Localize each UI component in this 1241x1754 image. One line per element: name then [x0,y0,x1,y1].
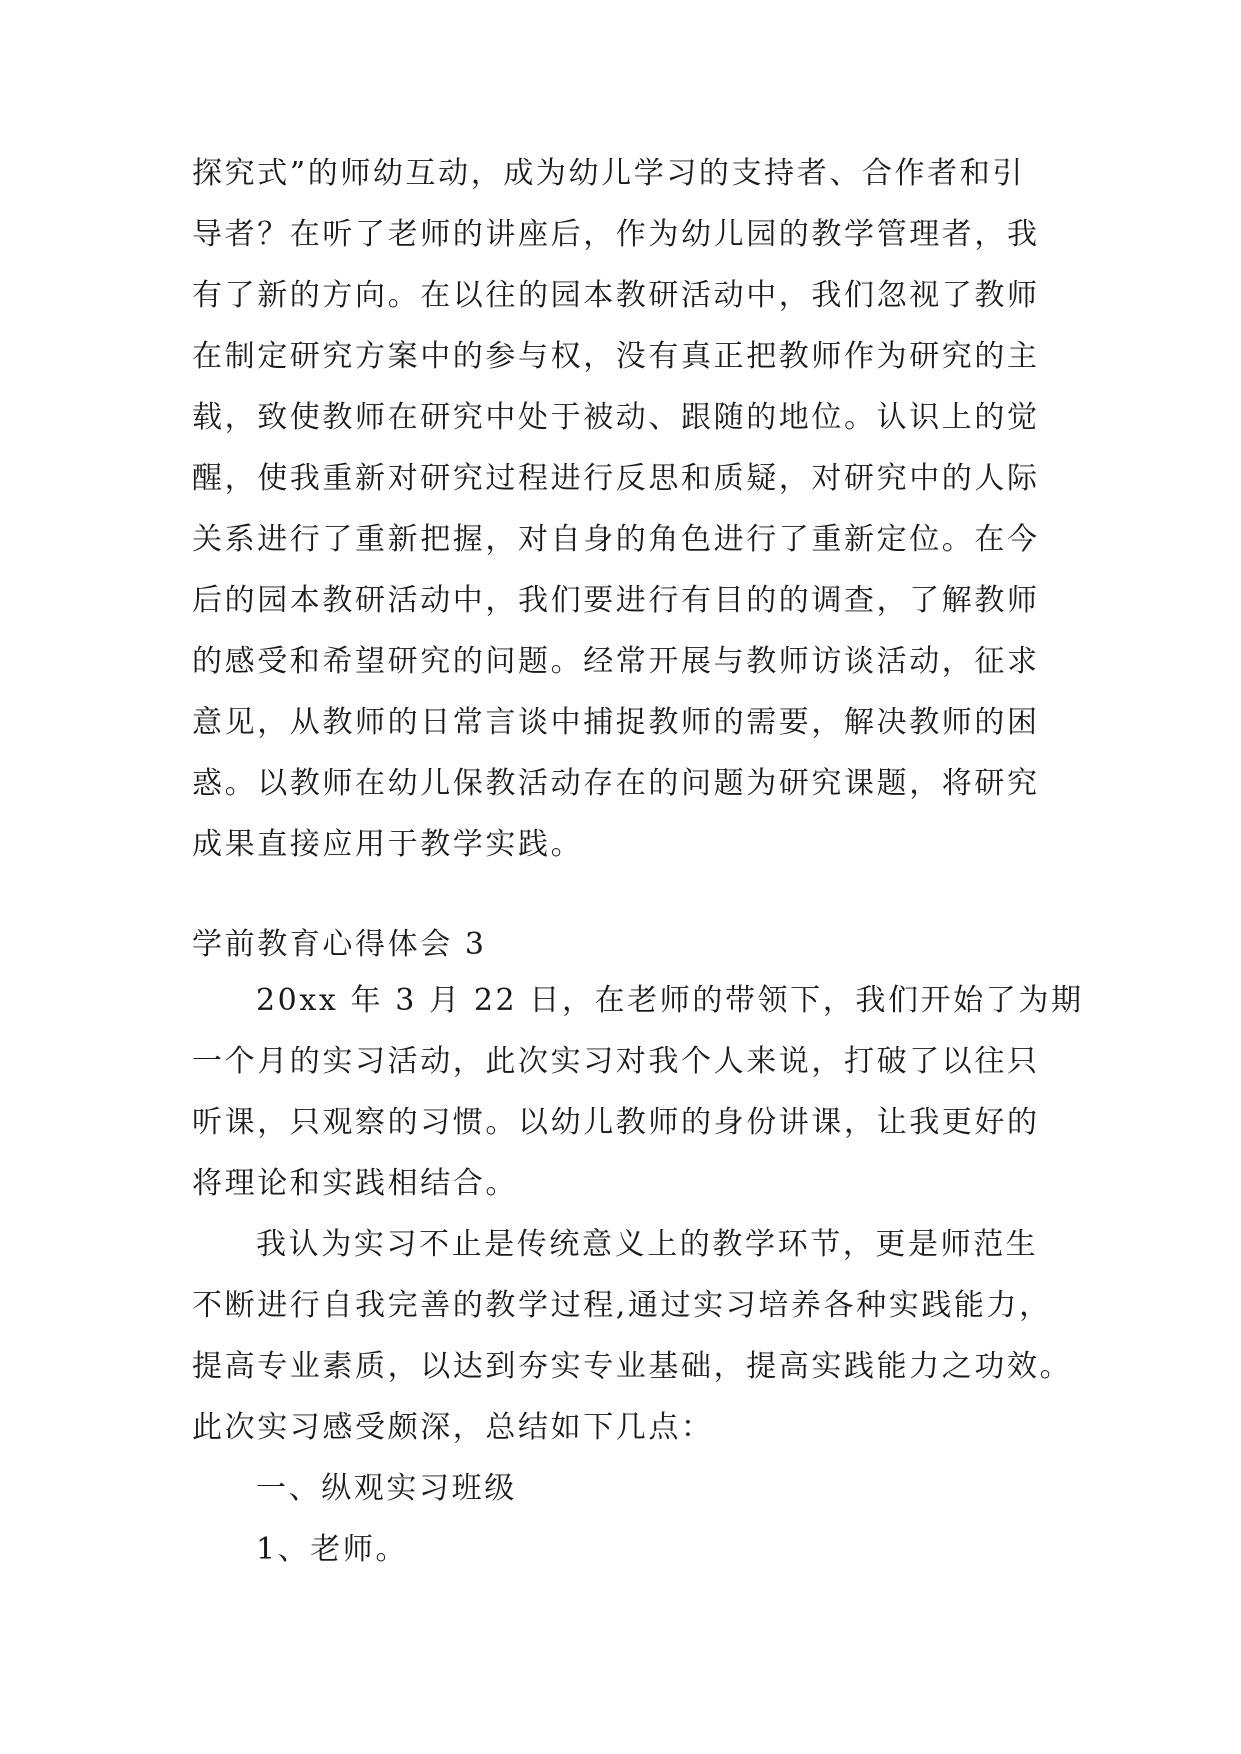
text-line: 关系进行了重新把握，对自身的角色进行了重新定位。在今 [192,522,1040,557]
text-line: 不断进行自我完善的教学过程,通过实习培养各种实践能力， [192,1288,1052,1323]
text-line: 一个月的实习活动，此次实习对我个人来说，打破了以往只 [192,1044,1040,1079]
list-heading: 一、纵观实习班级 [256,1471,517,1506]
section-body [192,970,1084,1580]
text-line: 我认为实习不止是传统意义上的教学环节，更是师范生 [256,1227,1039,1262]
text-line: 意见，从教师的日常言谈中捕捉教师的需要，解决教师的困 [192,705,1040,740]
text-line: 20xx 年 3 月 22 日，在老师的带领下，我们开始了为期 [256,983,1084,1018]
continued-paragraph [192,143,1052,875]
text-line: 导者？在听了老师的讲座后，作为幼儿园的教学管理者，我 [192,217,1040,252]
text-line: 听课，只观察的习惯。以幼儿教师的身份讲课，让我更好的 [192,1105,1040,1140]
text-line: 探究式”的师幼互动，成为幼儿学习的支持者、合作者和引 [192,156,1025,191]
text-line: 此次实习感受颇深，总结如下几点： [192,1410,714,1445]
text-line: 将理论和实践相结合。 [192,1166,518,1201]
text-line: 成果直接应用于教学实践。 [192,827,584,862]
text-line: 惑。以教师在幼儿保教活动存在的问题为研究课题，将研究 [192,766,1040,801]
text-line: 后的园本教研活动中，我们要进行有目的的调查，了解教师 [192,583,1040,618]
list-item: 1、老师。 [256,1532,409,1567]
text-line: 载，致使教师在研究中处于被动、跟随的地位。认识上的觉 [192,400,1040,435]
text-line: 醒，使我重新对研究过程进行反思和质疑，对研究中的人际 [192,461,1040,496]
text-line: 提高专业素质，以达到夯实专业基础，提高实践能力之功效。 [192,1349,1073,1384]
text-line: 的感受和希望研究的问题。经常开展与教师访谈活动，征求 [192,644,1040,679]
text-line: 在制定研究方案中的参与权，没有真正把教师作为研究的主 [192,339,1040,374]
section-heading: 学前教育心得体会 3 [192,927,487,962]
text-line: 有了新的方向。在以往的园本教研活动中，我们忽视了教师 [192,278,1040,313]
